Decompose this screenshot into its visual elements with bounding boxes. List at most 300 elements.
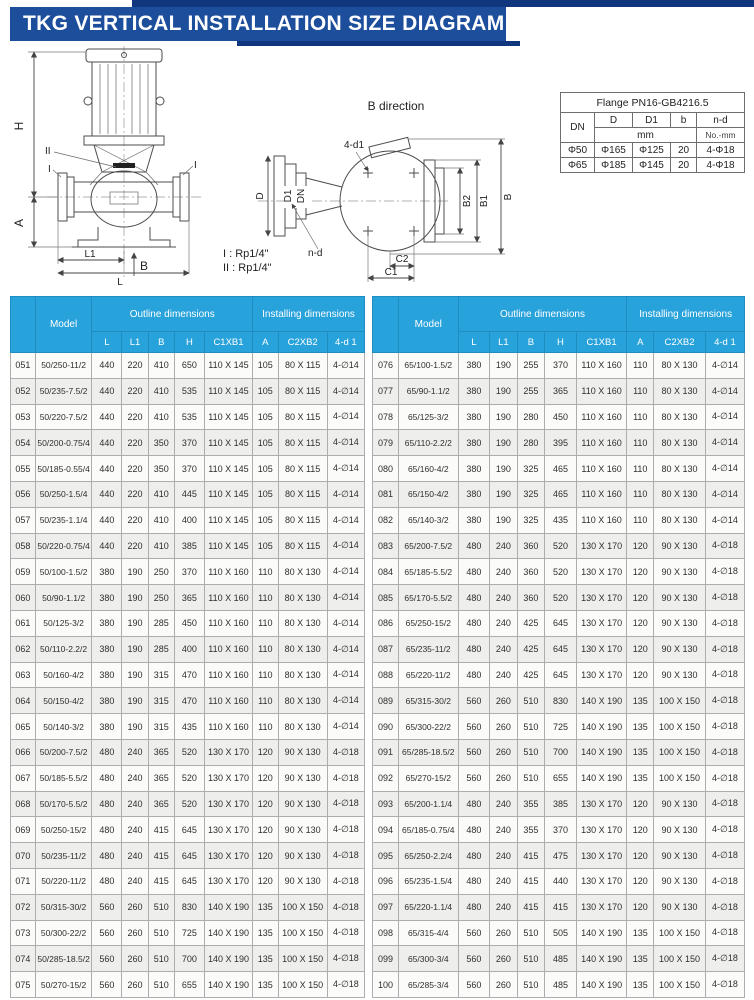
value-cell: 130 X 170 <box>204 817 252 843</box>
value-cell: 260 <box>490 688 518 714</box>
value-cell: 105 <box>253 507 278 533</box>
value-cell: 480 <box>458 585 490 611</box>
value-cell: 260 <box>490 739 518 765</box>
value-cell: 130 X 170 <box>204 868 252 894</box>
value-cell: 80 X 115 <box>278 507 327 533</box>
model-cell: 65/160-4/2 <box>399 456 459 482</box>
value-cell: 100 X 150 <box>654 714 706 740</box>
table-row <box>373 739 745 765</box>
value-cell: 650 <box>174 353 204 379</box>
row-number-cell: 053 <box>11 404 36 430</box>
value-cell: 80 X 130 <box>654 404 706 430</box>
value-cell: 190 <box>122 688 148 714</box>
value-cell: 110 X 160 <box>204 610 252 636</box>
value-cell: 440 <box>92 481 122 507</box>
model-cell: 50/270-15/2 <box>35 972 92 998</box>
value-cell: 190 <box>490 507 518 533</box>
value-cell: 4-∅18 <box>705 817 744 843</box>
value-cell: 190 <box>490 430 518 456</box>
table-row <box>11 533 365 559</box>
dim-label-h: H <box>12 121 26 131</box>
value-cell: 475 <box>545 843 577 869</box>
value-cell: 80 X 130 <box>278 714 327 740</box>
model-cell: 65/270-15/2 <box>399 765 459 791</box>
value-cell: 480 <box>92 817 122 843</box>
value-cell: 110 X 160 <box>204 585 252 611</box>
model-cell: 50/160-4/2 <box>35 662 92 688</box>
value-cell: 120 <box>253 868 278 894</box>
value-cell: 400 <box>174 636 204 662</box>
bolt-callout-nd: n-d <box>308 248 323 259</box>
value-cell: 220 <box>122 353 148 379</box>
model-cell: 50/200-0.75/4 <box>35 430 92 456</box>
model-cell: 65/285-18.5/2 <box>399 739 459 765</box>
value-cell: 4-Φ18 <box>697 158 745 173</box>
row-number-cell: 082 <box>373 507 399 533</box>
value-cell: 4-∅14 <box>327 662 364 688</box>
value-cell: 370 <box>174 430 204 456</box>
value-cell: 365 <box>148 765 174 791</box>
value-cell: 130 X 170 <box>204 791 252 817</box>
value-cell: 4-∅18 <box>705 920 744 946</box>
model-cell: 50/250-11/2 <box>35 353 92 379</box>
value-cell: 110 X 145 <box>204 404 252 430</box>
value-cell: 90 X 130 <box>654 894 706 920</box>
value-cell: 380 <box>92 559 122 585</box>
table-row <box>373 378 745 404</box>
value-cell: 220 <box>122 507 148 533</box>
value-cell: 90 X 130 <box>654 843 706 869</box>
group-outline-dimensions: Outline dimensions <box>458 297 627 332</box>
model-cell: 50/125-3/2 <box>35 610 92 636</box>
banner-accent-strip-top <box>132 0 754 7</box>
row-number-cell: 085 <box>373 585 399 611</box>
value-cell: 4-∅14 <box>327 404 364 430</box>
value-cell: 220 <box>122 456 148 482</box>
value-cell: 105 <box>253 404 278 430</box>
value-cell: 110 X 160 <box>204 636 252 662</box>
value-cell: 510 <box>148 894 174 920</box>
size-table-left-body <box>11 353 365 998</box>
value-cell: 120 <box>627 894 654 920</box>
model-cell: 50/100-1.5/2 <box>35 559 92 585</box>
value-cell: 105 <box>253 456 278 482</box>
value-cell: 415 <box>517 843 545 869</box>
value-cell: 240 <box>490 585 518 611</box>
value-cell: 700 <box>174 946 204 972</box>
dim-label-a: A <box>12 218 26 228</box>
table-row <box>11 765 365 791</box>
value-cell: 450 <box>174 610 204 636</box>
table-row <box>373 791 745 817</box>
value-cell: 105 <box>253 430 278 456</box>
value-cell: 260 <box>122 894 148 920</box>
value-cell: 240 <box>122 868 148 894</box>
value-cell: 105 <box>253 533 278 559</box>
value-cell: 110 <box>253 559 278 585</box>
table-row <box>373 559 745 585</box>
note-port-i: I : Rp1/4" <box>223 248 269 260</box>
value-cell: 440 <box>92 404 122 430</box>
model-cell: Φ165 <box>595 143 633 158</box>
value-cell: 370 <box>174 559 204 585</box>
value-cell: 480 <box>458 533 490 559</box>
table-row <box>11 894 365 920</box>
row-number-cell: 098 <box>373 920 399 946</box>
model-cell: 65/185-5.5/2 <box>399 559 459 585</box>
row-number-cell: 070 <box>11 843 36 869</box>
value-cell: 80 X 130 <box>278 559 327 585</box>
value-cell: 535 <box>174 404 204 430</box>
value-cell: 645 <box>174 817 204 843</box>
model-cell: 65/315-4/4 <box>399 920 459 946</box>
row-number-cell: 055 <box>11 456 36 482</box>
row-number-cell: 088 <box>373 662 399 688</box>
value-cell: 280 <box>517 404 545 430</box>
row-number-cell: 052 <box>11 378 36 404</box>
col-l: L <box>458 332 490 353</box>
value-cell: 480 <box>92 791 122 817</box>
table-row <box>11 353 365 379</box>
value-cell: 560 <box>458 920 490 946</box>
value-cell: 90 X 130 <box>654 610 706 636</box>
value-cell: 130 X 170 <box>576 894 627 920</box>
value-cell: 135 <box>253 972 278 998</box>
table-row <box>373 972 745 998</box>
group-installing-dimensions: Installing dimensions <box>253 297 365 332</box>
table-row <box>11 868 365 894</box>
table-row <box>373 714 745 740</box>
value-cell: 395 <box>545 430 577 456</box>
flange-col-d1: D1 <box>633 113 671 128</box>
col-b: B <box>148 332 174 353</box>
value-cell: 410 <box>148 507 174 533</box>
value-cell: 520 <box>545 585 577 611</box>
value-cell: 510 <box>517 739 545 765</box>
dim-label-c1: C1 <box>384 267 398 278</box>
flange-table-title: Flange PN16-GB4216.5 <box>561 93 745 113</box>
value-cell: 410 <box>148 378 174 404</box>
table-row <box>11 662 365 688</box>
value-cell: 435 <box>174 714 204 740</box>
value-cell: 480 <box>92 739 122 765</box>
value-cell: 80 X 130 <box>278 636 327 662</box>
model-cell: 50/250-1.5/4 <box>35 481 92 507</box>
table-row <box>11 714 365 740</box>
value-cell: 380 <box>458 353 490 379</box>
row-number-cell: 090 <box>373 714 399 740</box>
row-number-cell: Φ50 <box>561 143 595 158</box>
value-cell: 415 <box>148 843 174 869</box>
value-cell: 110 X 160 <box>204 714 252 740</box>
value-cell: 110 X 160 <box>576 456 627 482</box>
table-row <box>373 920 745 946</box>
value-cell: 4-∅18 <box>327 739 364 765</box>
value-cell: 380 <box>458 456 490 482</box>
value-cell: 4-∅14 <box>327 378 364 404</box>
row-number-cell: 071 <box>11 868 36 894</box>
table-row <box>373 456 745 482</box>
value-cell: 560 <box>458 946 490 972</box>
value-cell: 4-∅18 <box>327 972 364 998</box>
table-row <box>11 972 365 998</box>
value-cell: 655 <box>545 765 577 791</box>
value-cell: 425 <box>517 610 545 636</box>
value-cell: 110 X 145 <box>204 533 252 559</box>
value-cell: 130 X 170 <box>576 791 627 817</box>
value-cell: 4-∅18 <box>705 739 744 765</box>
value-cell: 130 X 170 <box>204 739 252 765</box>
dim-label-l1: L1 <box>84 249 96 260</box>
value-cell: 140 X 190 <box>204 972 252 998</box>
value-cell: 365 <box>545 378 577 404</box>
value-cell: 190 <box>490 353 518 379</box>
value-cell: 240 <box>490 559 518 585</box>
value-cell: 4-∅14 <box>705 507 744 533</box>
value-cell: 645 <box>174 843 204 869</box>
table-row <box>11 430 365 456</box>
value-cell: 190 <box>122 610 148 636</box>
value-cell: 260 <box>490 946 518 972</box>
value-cell: 4-∅18 <box>705 972 744 998</box>
value-cell: 260 <box>122 972 148 998</box>
value-cell: 80 X 130 <box>278 662 327 688</box>
value-cell: 4-∅18 <box>705 559 744 585</box>
table-row <box>11 636 365 662</box>
value-cell: 480 <box>458 843 490 869</box>
value-cell: 120 <box>253 817 278 843</box>
row-number-cell: 075 <box>11 972 36 998</box>
value-cell: 535 <box>174 378 204 404</box>
value-cell: 4-∅18 <box>327 791 364 817</box>
value-cell: 135 <box>627 972 654 998</box>
row-number-cell: 054 <box>11 430 36 456</box>
row-number-cell: 063 <box>11 662 36 688</box>
value-cell: 110 <box>627 378 654 404</box>
row-number-cell: 078 <box>373 404 399 430</box>
col-l1: L1 <box>122 332 148 353</box>
value-cell: 190 <box>122 559 148 585</box>
value-cell: 480 <box>458 610 490 636</box>
banner-accent-strip-bottom <box>237 41 520 46</box>
flange-unit-nd: No.-mm <box>697 128 745 143</box>
col-a: A <box>253 332 278 353</box>
value-cell: 240 <box>122 765 148 791</box>
value-cell: 440 <box>92 378 122 404</box>
value-cell: 110 X 160 <box>576 507 627 533</box>
value-cell: 365 <box>174 585 204 611</box>
page-title: TKG VERTICAL INSTALLATION SIZE DIAGRAM <box>10 7 506 41</box>
row-number-cell: 057 <box>11 507 36 533</box>
value-cell: 385 <box>545 791 577 817</box>
value-cell: 4-∅18 <box>705 894 744 920</box>
row-number-cell: 069 <box>11 817 36 843</box>
col-c1xb1: C1XB1 <box>576 332 627 353</box>
value-cell: 20 <box>671 143 697 158</box>
value-cell: 560 <box>458 688 490 714</box>
model-cell: 50/220-0.75/4 <box>35 533 92 559</box>
value-cell: 510 <box>517 972 545 998</box>
value-cell: 90 X 130 <box>654 559 706 585</box>
value-cell: 110 X 160 <box>576 378 627 404</box>
value-cell: 4-∅14 <box>327 456 364 482</box>
value-cell: 190 <box>122 585 148 611</box>
value-cell: 4-∅18 <box>705 533 744 559</box>
value-cell: 470 <box>174 688 204 714</box>
value-cell: 80 X 130 <box>654 507 706 533</box>
value-cell: 80 X 115 <box>278 533 327 559</box>
value-cell: 4-∅18 <box>705 868 744 894</box>
value-cell: 480 <box>458 791 490 817</box>
value-cell: 220 <box>122 430 148 456</box>
model-cell: 65/170-5.5/2 <box>399 585 459 611</box>
table-row <box>11 378 365 404</box>
value-cell: 255 <box>517 353 545 379</box>
group-outline-dimensions: Outline dimensions <box>92 297 253 332</box>
value-cell: 445 <box>174 481 204 507</box>
table-row <box>11 817 365 843</box>
row-number-cell: 094 <box>373 817 399 843</box>
value-cell: 110 X 145 <box>204 430 252 456</box>
value-cell: 510 <box>517 946 545 972</box>
value-cell: 135 <box>253 946 278 972</box>
value-cell: 560 <box>458 714 490 740</box>
value-cell: 240 <box>490 817 518 843</box>
value-cell: 90 X 130 <box>278 843 327 869</box>
value-cell: 480 <box>458 559 490 585</box>
value-cell: 220 <box>122 404 148 430</box>
value-cell: 4-∅18 <box>327 894 364 920</box>
port-label-ii: II <box>45 146 51 157</box>
col-c2xb2: C2XB2 <box>654 332 706 353</box>
value-cell: 120 <box>253 765 278 791</box>
value-cell: 240 <box>490 791 518 817</box>
value-cell: 510 <box>517 920 545 946</box>
value-cell: 380 <box>92 662 122 688</box>
value-cell: 480 <box>458 868 490 894</box>
value-cell: 510 <box>517 688 545 714</box>
value-cell: 120 <box>627 843 654 869</box>
value-cell: 450 <box>545 404 577 430</box>
size-table-right-body <box>373 353 745 998</box>
value-cell: 505 <box>545 920 577 946</box>
value-cell: 4-∅18 <box>705 765 744 791</box>
value-cell: 415 <box>517 894 545 920</box>
value-cell: 110 <box>627 404 654 430</box>
model-cell: 65/250-15/2 <box>399 610 459 636</box>
model-cell: 50/315-30/2 <box>35 894 92 920</box>
size-table-right <box>372 296 745 998</box>
value-cell: 385 <box>174 533 204 559</box>
table-row <box>11 507 365 533</box>
value-cell: 240 <box>490 610 518 636</box>
value-cell: 560 <box>92 972 122 998</box>
value-cell: 80 X 115 <box>278 430 327 456</box>
value-cell: 700 <box>545 739 577 765</box>
value-cell: 480 <box>458 894 490 920</box>
table-row <box>11 791 365 817</box>
corner-cell <box>373 297 399 353</box>
value-cell: 325 <box>517 507 545 533</box>
value-cell: 130 X 170 <box>576 662 627 688</box>
value-cell: 110 <box>253 688 278 714</box>
value-cell: 120 <box>627 868 654 894</box>
table-row <box>373 636 745 662</box>
col-l1: L1 <box>490 332 518 353</box>
value-cell: 325 <box>517 481 545 507</box>
value-cell: 380 <box>458 430 490 456</box>
value-cell: 80 X 130 <box>654 353 706 379</box>
value-cell: 315 <box>148 688 174 714</box>
value-cell: 130 X 170 <box>576 559 627 585</box>
value-cell: 560 <box>458 972 490 998</box>
col-h: H <box>174 332 204 353</box>
value-cell: 255 <box>517 378 545 404</box>
value-cell: 220 <box>122 481 148 507</box>
value-cell: 4-∅18 <box>705 610 744 636</box>
table-row <box>11 585 365 611</box>
value-cell: 100 X 150 <box>654 972 706 998</box>
value-cell: 100 X 150 <box>654 946 706 972</box>
table-row <box>11 610 365 636</box>
value-cell: 140 X 190 <box>204 894 252 920</box>
value-cell: 220 <box>122 533 148 559</box>
value-cell: 440 <box>545 868 577 894</box>
table-row <box>11 946 365 972</box>
value-cell: 190 <box>490 404 518 430</box>
value-cell: 365 <box>148 739 174 765</box>
value-cell: 380 <box>458 481 490 507</box>
value-cell: 140 X 190 <box>576 714 627 740</box>
value-cell: 645 <box>545 662 577 688</box>
flange-col-dn: DN <box>561 113 595 143</box>
col-4d1: 4-d 1 <box>705 332 744 353</box>
table-row <box>11 739 365 765</box>
value-cell: Φ125 <box>633 143 671 158</box>
value-cell: 140 X 190 <box>576 739 627 765</box>
table-row <box>11 559 365 585</box>
value-cell: 240 <box>122 817 148 843</box>
model-cell: 50/220-7.5/2 <box>35 404 92 430</box>
table-row <box>373 817 745 843</box>
table-row <box>373 894 745 920</box>
value-cell: 130 X 170 <box>204 843 252 869</box>
value-cell: 4-∅14 <box>327 481 364 507</box>
value-cell: 4-∅18 <box>705 714 744 740</box>
value-cell: 465 <box>545 456 577 482</box>
value-cell: 4-∅14 <box>705 481 744 507</box>
value-cell: 440 <box>92 507 122 533</box>
flange-col-nd: n-d <box>697 113 745 128</box>
row-number-cell: 092 <box>373 765 399 791</box>
dim-label-b2: B2 <box>462 194 473 208</box>
value-cell: 90 X 130 <box>278 739 327 765</box>
value-cell: 725 <box>545 714 577 740</box>
value-cell: 4-∅14 <box>327 610 364 636</box>
value-cell: 120 <box>627 662 654 688</box>
row-number-cell: 066 <box>11 739 36 765</box>
value-cell: 190 <box>490 481 518 507</box>
col-l: L <box>92 332 122 353</box>
value-cell: 110 <box>627 353 654 379</box>
value-cell: 280 <box>517 430 545 456</box>
value-cell: 190 <box>490 378 518 404</box>
value-cell: 110 X 145 <box>204 378 252 404</box>
value-cell: 110 X 160 <box>204 662 252 688</box>
value-cell: 240 <box>490 662 518 688</box>
value-cell: 400 <box>174 507 204 533</box>
row-number-cell: 059 <box>11 559 36 585</box>
